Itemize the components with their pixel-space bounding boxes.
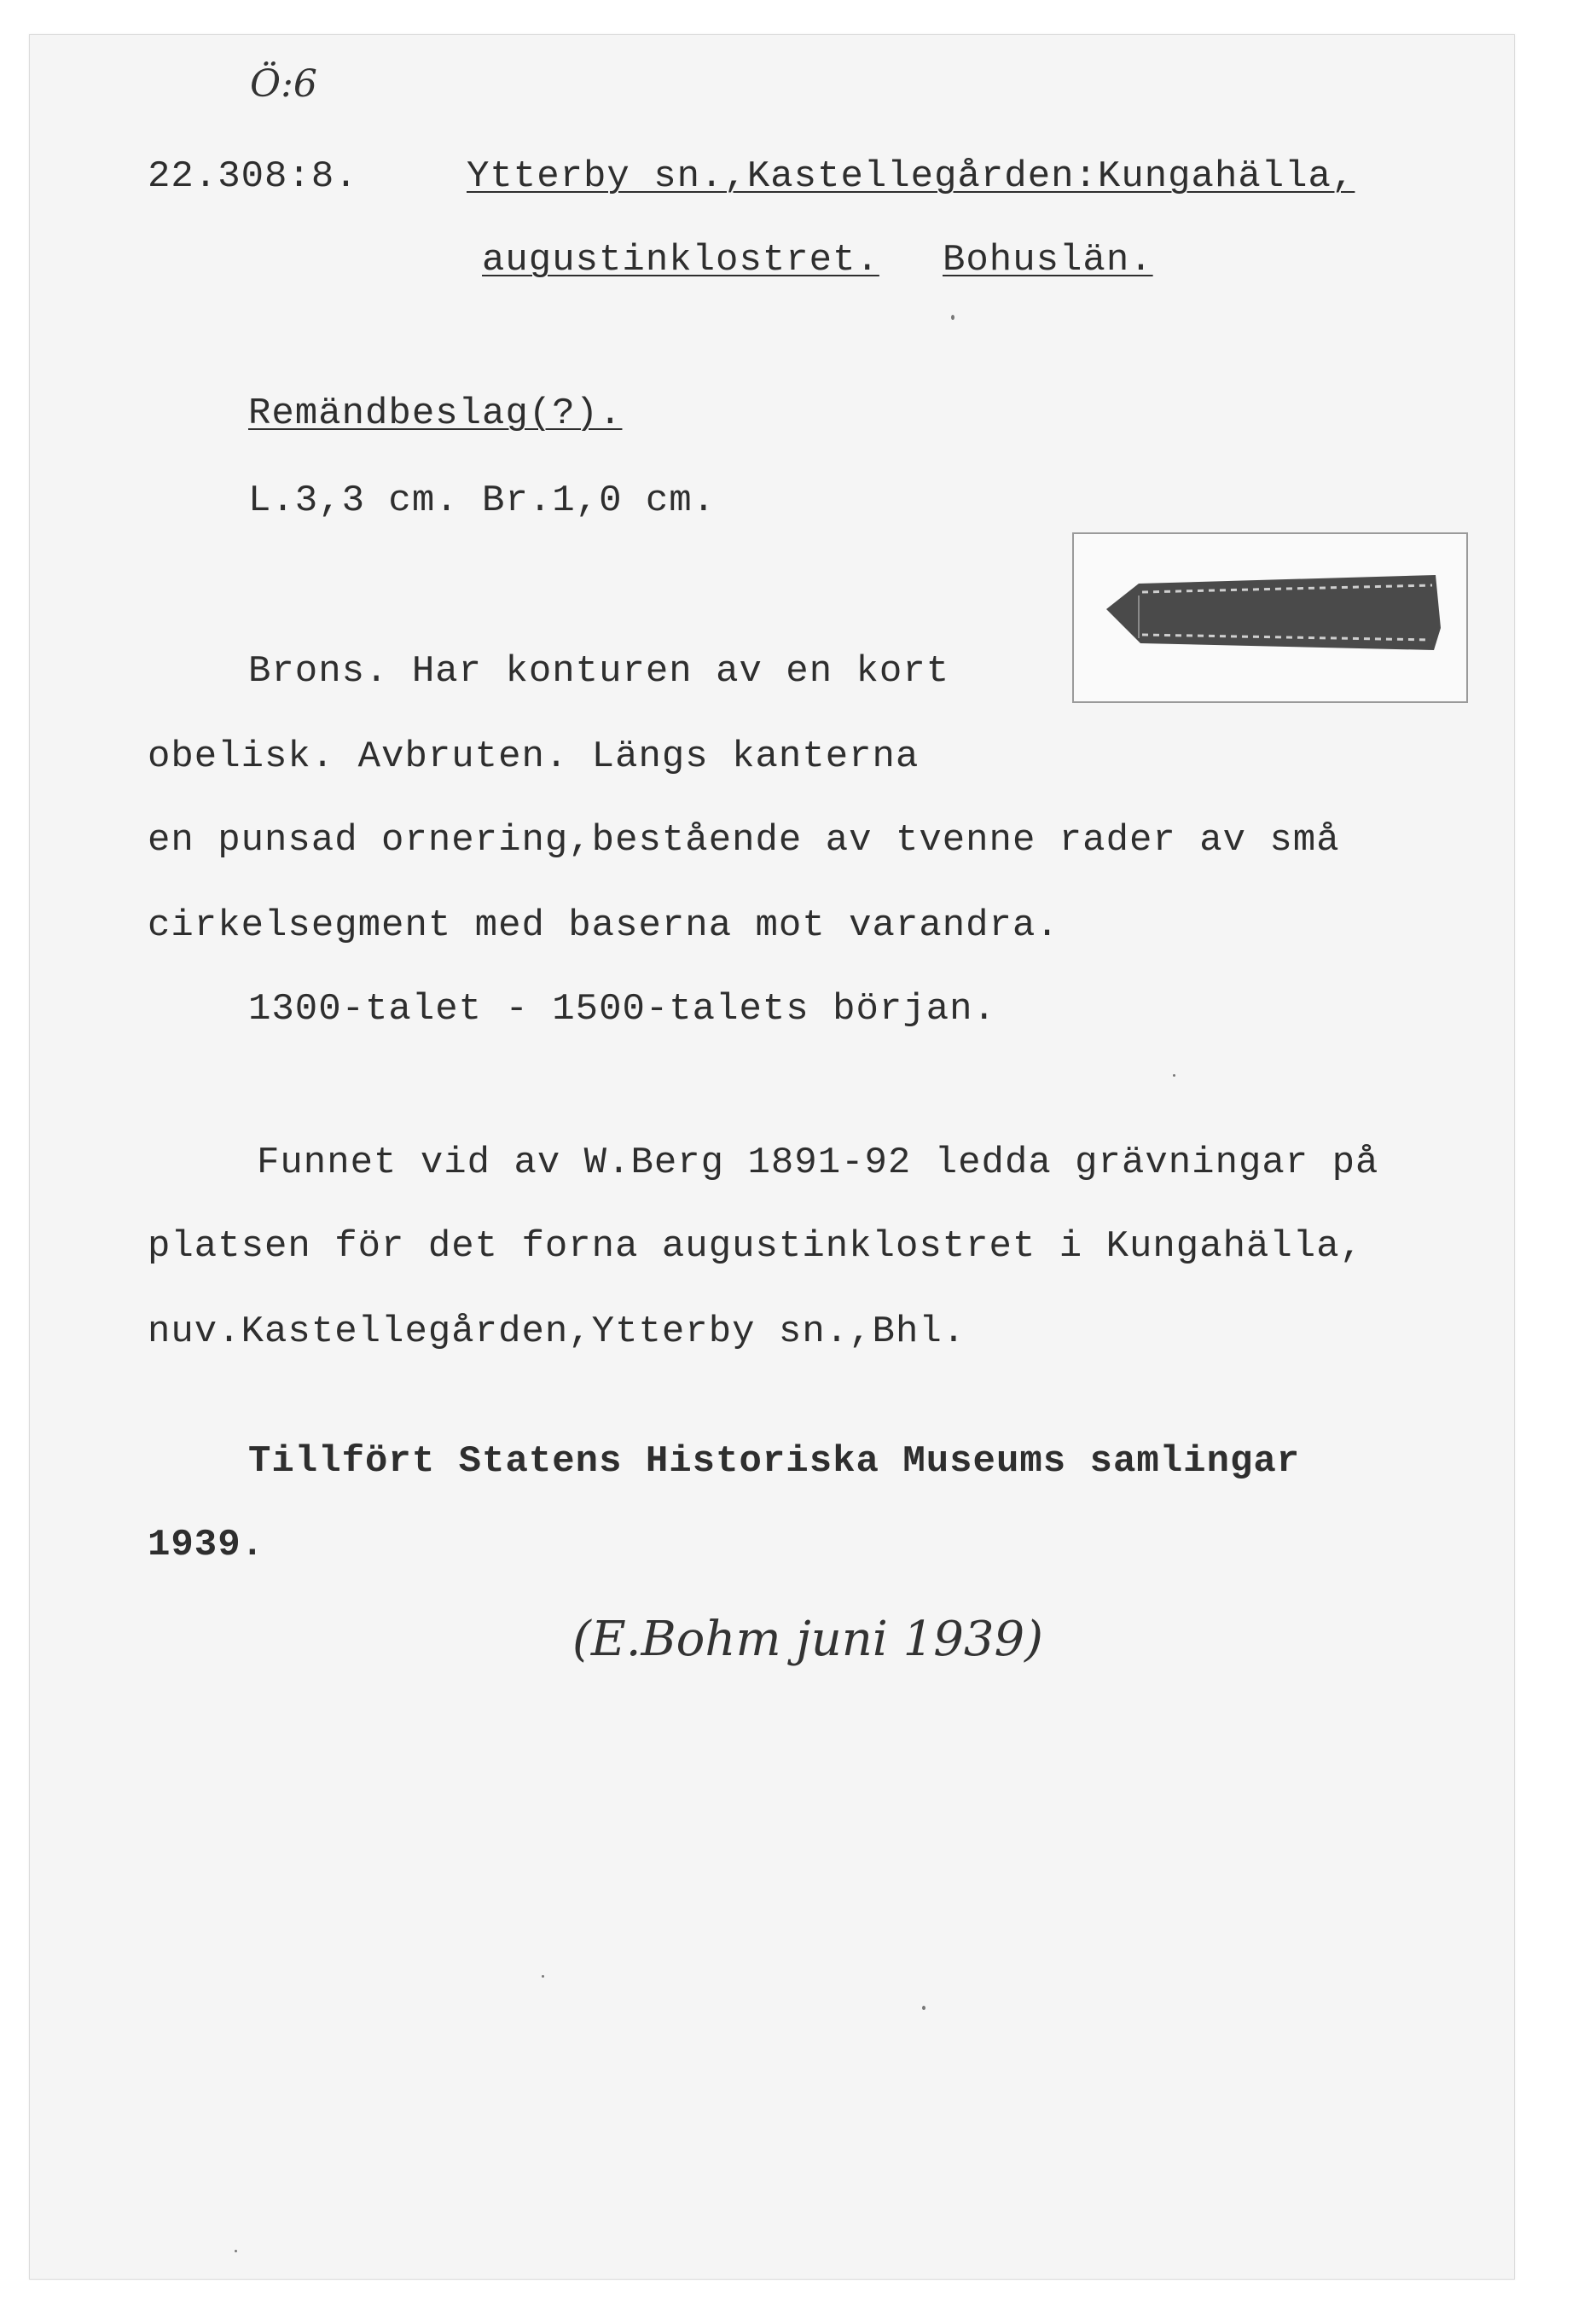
location-line-2a: augustinklostret. <box>482 239 879 282</box>
find-info-line-3: nuv.Kastellegården,Ytterby sn.,Bhl. <box>148 1310 966 1353</box>
location-line-1: Ytterby sn.,Kastellegården:Kungahälla, <box>467 155 1355 198</box>
handwritten-mark: Ö:6 <box>250 62 317 106</box>
find-info-line-2: platsen för det forna augustinklostret i Kungahälla, <box>148 1225 1364 1268</box>
acquisition-line-1: Tillfört Statens Historiska Museums samlingar <box>248 1440 1301 1483</box>
paper-speck <box>1173 1074 1175 1077</box>
object-dimensions: L.3,3 cm. Br.1,0 cm. <box>248 479 717 522</box>
signature: (E.Bohm juni 1939) <box>572 1612 1043 1667</box>
description-line-3: en punsad ornering,bestående av tvenne rader av små <box>148 819 1340 862</box>
paper-speck <box>542 1975 544 1978</box>
object-title: Remändbeslag(?). <box>248 392 623 435</box>
paper-speck <box>951 315 954 320</box>
inventory-number: 22.308:8. <box>148 155 358 198</box>
artifact-image <box>1074 534 1466 701</box>
acquisition-line-2: 1939. <box>148 1524 265 1566</box>
find-info-line-1: Funnet vid av W.Berg 1891-92 ledda grävningar på <box>257 1142 1379 1184</box>
dating: 1300-talet - 1500-talets början. <box>248 988 996 1031</box>
catalog-card <box>29 34 1515 2280</box>
description-line-2: obelisk. Avbruten. Längs kanterna <box>148 735 920 778</box>
description-line-4: cirkelsegment med baserna mot varandra. <box>148 904 1059 947</box>
location-line-2b: Bohuslän. <box>943 239 1153 282</box>
paper-speck <box>922 2006 925 2010</box>
artifact-photo <box>1072 532 1468 703</box>
paper-speck <box>235 2250 237 2252</box>
description-line-1: Brons. Har konturen av en kort <box>248 650 950 693</box>
